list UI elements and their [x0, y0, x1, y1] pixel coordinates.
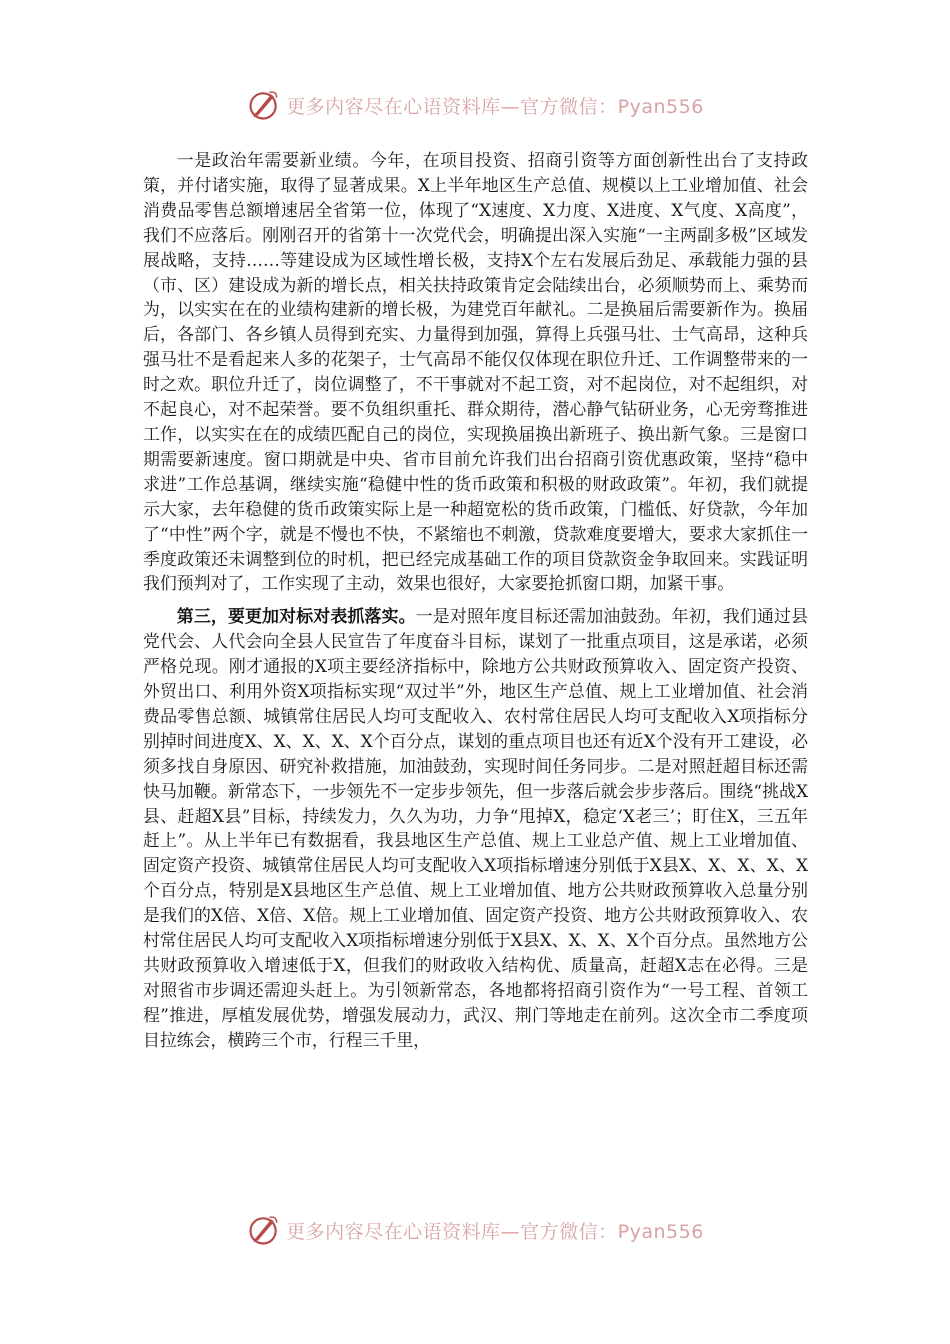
paragraph	[143, 148, 808, 596]
header-watermark	[0, 85, 950, 125]
section-heading: 第三，要更加对标对表抓落实。	[176, 606, 416, 627]
footer-watermark	[0, 1210, 950, 1250]
watermark-text: 更多内容尽在心语资料库—官方微信：Pyan556	[286, 95, 704, 118]
paragraph-text: 一是对照年度目标还需加油鼓劲。年初，我们通过县党代会、人代会向全县人民宣告了年度奋斗目标，谋划了一批重点项目，这是承诺，必须严格兑现。刚才通报的X项主要经济指标中，除地方公共财政预算收入、固定资产投资、外贸出口、利用外资X项指标实现“双过半”外，地区生产总值、规上工业增加值、社会消费品零售总额、城镇常住居民人均可支配收入、农村常住居民人均可支配收入X项指标分别掉时间进度X、X、X、X、X个百分点，谋划的重点项目也还有近X个没有开工建设，必须多找自身原因、研究补救措施，加油鼓劲，实现时间任务同步。二是对照赶超目标还需快马加鞭。新常态下，一步领先不一定步步领先，但一步落后就会步步落后。围绕“挑战X县、赶超X县”目标，持续发力，久久为功，力争“甩掉X，稳定‘X老三’；盯住X，三五年赶上”。从上半年已有数据看，我县地区生产总值、规上工业总产值、规上工业增加值、固定资产投资、城镇常住居民人均可支配收入X项指标增速分别低于X县X、X、X、X、X个百分点，特别是X县地区生产总值、规上工业增加值、地方公共财政预算收入总量分别是我们的X倍、X倍、X倍。规上工业增加值、固定资产投资、地方公共财政预算收入、农村常住居民人均可支配收入X项指标增速分别低于X县X、X、X、X个百分点。虽然地方公共财政预算收入增速低于X，但我们的财政收入结构优、质量高，赶超X志在必得。三是对照省市步调还需迎头赶上。为引领新常态，各地都将招商引资作为“一号工程、首领工程”推进，厚植发展优势，增强发展动力，武汉、荆门等地走在前列。这次全市二季度项目拉练会，横跨三个市，行程三千里，	[143, 606, 809, 1050]
document-body	[143, 148, 808, 1061]
paragraph	[143, 604, 808, 1052]
paragraph-text: 一是政治年需要新业绩。今年，在项目投资、招商引资等方面创新性出台了支持政策，并付诸实施，取得了显著成果。X上半年地区生产总值、规模以上工业增加值、社会消费品零售总额增速居全省第一位，体现了“X速度、X力度、X进度、X气度、X高度”，我们不应落后。刚刚召开的省第十一次党代会，明确提出深入实施“一主两副多极”区域发展战略，支持……等建设成为区域性增长极，支持X个左右发展后劲足、承载能力强的县（市、区）建设成为新的增长点，相关扶持政策肯定会陆续出台，必须顺势而上、乘势而为，以实实在在的业绩构建新的增长极，为建党百年献礼。二是换届后需要新作为。换届后，各部门、各乡镇人员得到充实、力量得到加强，算得上兵强马壮、士气高昂，这种兵强马壮不是看起来人多的花架子，士气高昂不能仅仅体现在职位升迁、工作调整带来的一时之欢。职位升迁了，岗位调整了，不干事就对不起工资，对不起岗位，对不起组织，对不起良心，对不起荣誉。要不负组织重托、群众期待，潜心静气钻研业务，心无旁骛推进工作，以实实在在的成绩匹配自己的岗位，实现换届换出新班子、换出新气象。三是窗口期需要新速度。窗口期就是中央、省市目前允许我们出台招商引资优惠政策，坚持“稳中求进”工作总基调，继续实施“稳健中性的货币政策和积极的财政政策”。年初，我们就提示大家，去年稳健的货币政策实际上是一种超宽松的货币政策，门槛低、好贷款，今年加了“中性”两个字，就是不慢也不快，不紧缩也不刺激，贷款难度要增大，要求大家抓住一季度政策还未调整到位的时机，把已经完成基础工作的项目贷款资金争取回来。实践证明我们预判对了，工作实现了主动，效果也很好，大家要抢抓窗口期，加紧干事。	[143, 150, 808, 594]
quill-logo-icon	[246, 87, 282, 123]
quill-logo-icon	[246, 1212, 282, 1248]
watermark-text: 更多内容尽在心语资料库—官方微信：Pyan556	[286, 1220, 704, 1243]
